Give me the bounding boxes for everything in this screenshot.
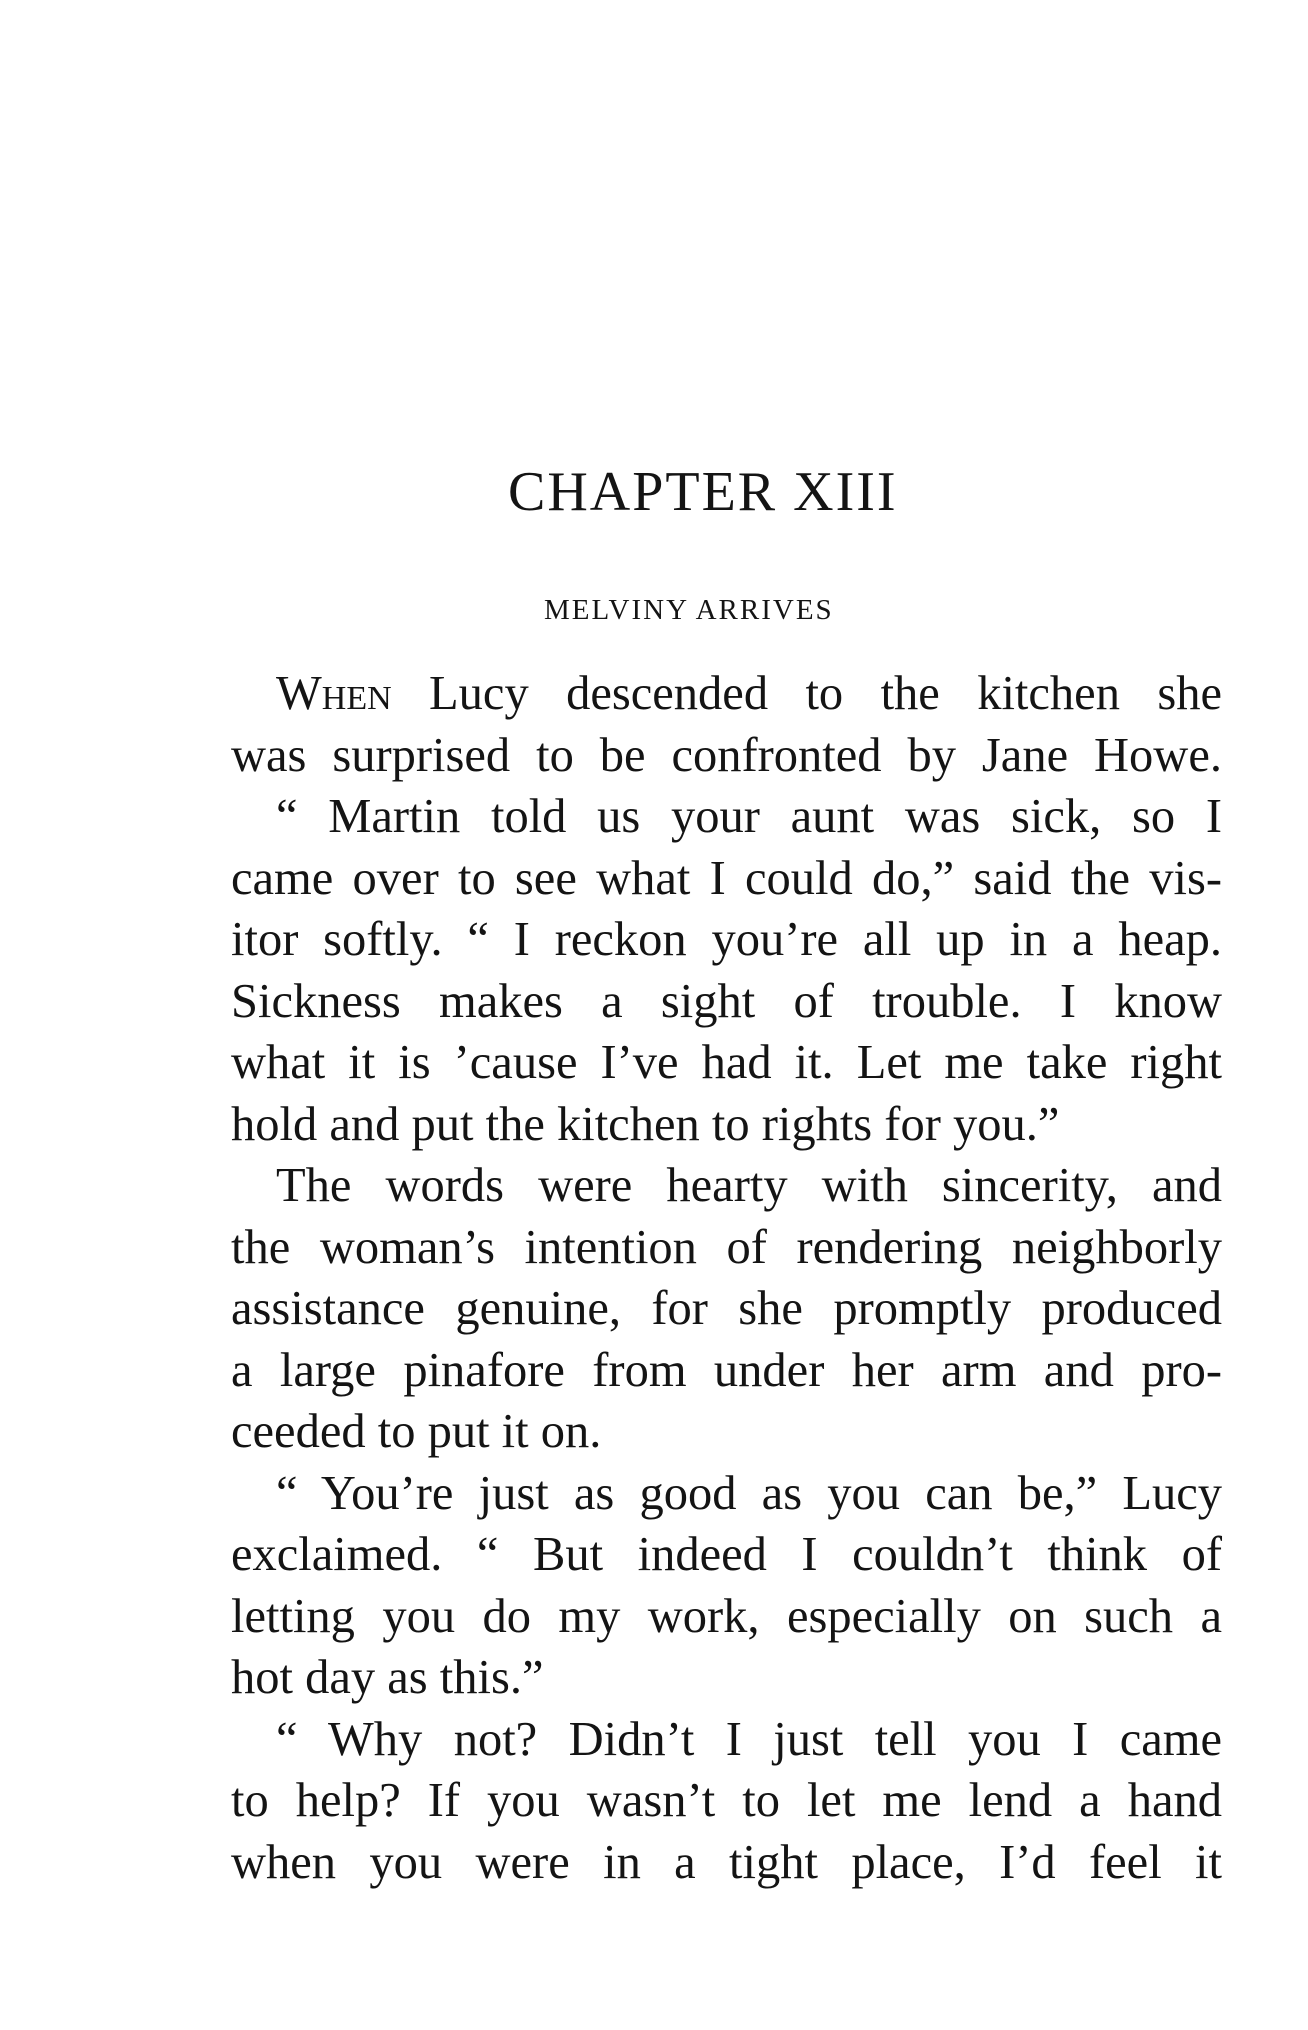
text-line: “ Martin told us your aunt was sick, so I: [276, 790, 1222, 843]
text-line: hot day as this.”: [231, 1651, 544, 1704]
text-line: came over to see what I could do,” said the vis-: [231, 851, 1222, 905]
text-line: assistance genuine, for she promptly produced: [231, 1282, 1222, 1335]
chapter-subtitle: MELVINY ARRIVES: [544, 594, 834, 626]
text-line: “ Why not? Didn’t I just tell you I came: [276, 1712, 1222, 1766]
text-line: when you were in a tight place, I’d feel it: [231, 1835, 1222, 1889]
text-line: a large pinafore from under her arm and pro-: [231, 1343, 1222, 1397]
chapter-heading: CHAPTER XIII: [508, 461, 898, 523]
text-line: was surprised to be confronted by Jane Howe.: [231, 728, 1222, 782]
text-line: what it is ’cause I’ve had it. Let me take right: [231, 1036, 1222, 1089]
body-text: [231, 663, 1222, 1893]
text-line: Sickness makes a sight of trouble. I know: [231, 974, 1222, 1028]
text-line: the woman’s intention of rendering neighborly: [231, 1220, 1222, 1274]
text-line: letting you do my work, especially on such a: [231, 1589, 1222, 1643]
text-line: itor softly. “ I reckon you’re all up in a heap.: [231, 913, 1222, 966]
text-line: ceeded to put it on.: [231, 1405, 602, 1458]
text-line: exclaimed. “ But indeed I couldn’t think of: [231, 1528, 1222, 1581]
text-line: to help? If you wasn’t to let me lend a hand: [231, 1774, 1222, 1827]
text-line: When Lucy descended to the kitchen she: [276, 667, 1222, 720]
text-line: hold and put the kitchen to rights for you.”: [231, 1097, 1060, 1151]
text-line: “ You’re just as good as you can be,” Lucy: [276, 1466, 1222, 1520]
text-line: The words were hearty with sincerity, and: [276, 1159, 1222, 1212]
